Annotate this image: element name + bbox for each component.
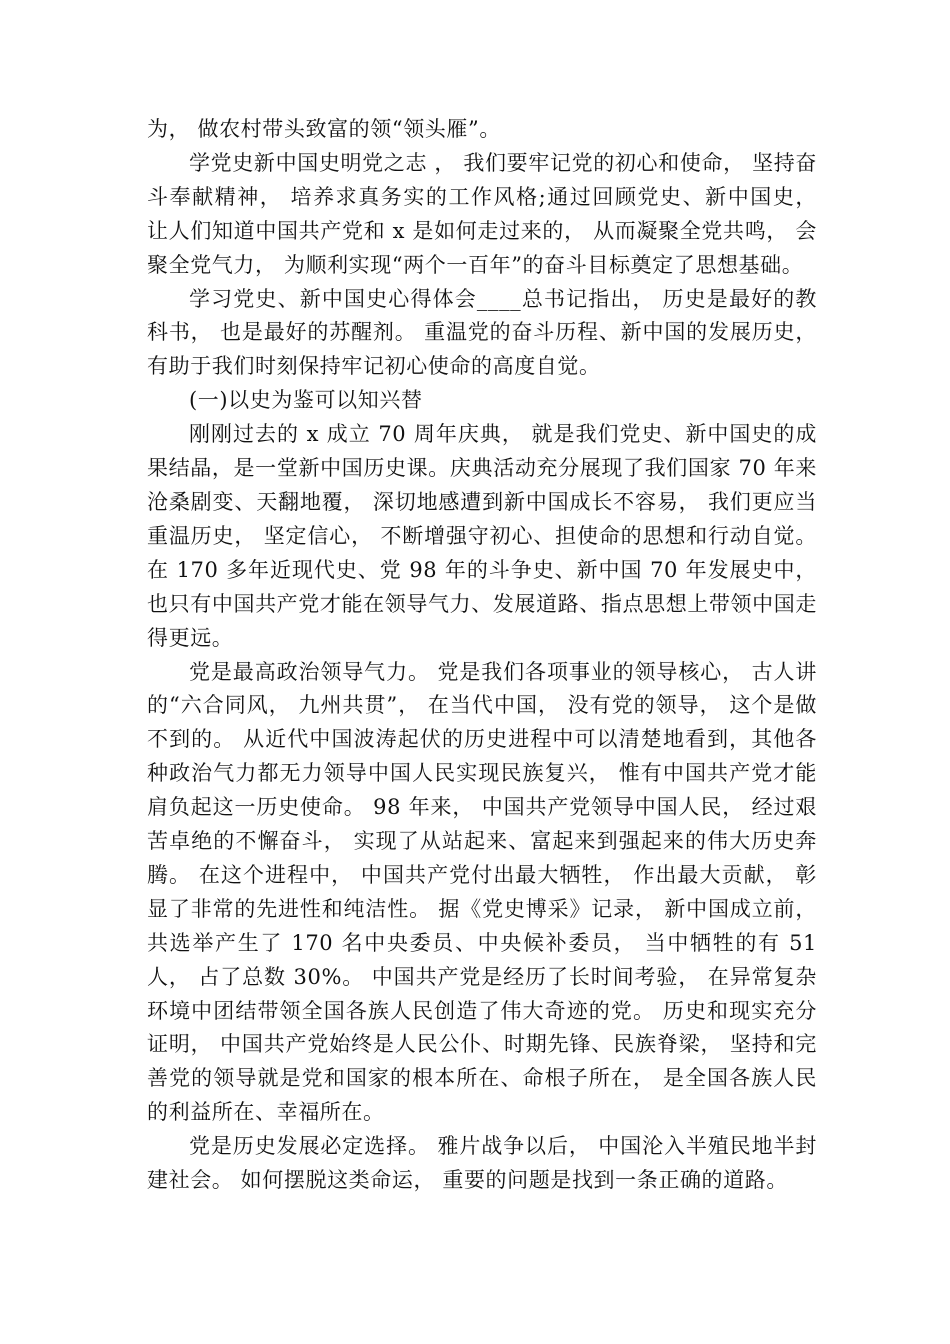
paragraph-6: 党是历史发展必定选择。 雅片战争以后， 中国沦入半殖民地半封建社会。 如何摆脱这类命运， 重要的问题是找到一条正确的道路。 [147, 1134, 817, 1193]
document-body [147, 113, 817, 1198]
paragraph-3: 学习党史、新中国史心得体会____总书记指出， 历史是最好的教科书， 也是最好的苏醒剂。 重温党的奋斗历程、新中国的发展历史， 有助于我们时刻保持牢记初心使命的高度自觉。 [147, 286, 817, 379]
paragraph-1: 为， 做农村带头致富的领“领头雁”。 [147, 117, 501, 141]
section-heading: (一)以史为鉴可以知兴替 [189, 388, 423, 413]
paragraph-2: 学党史新中国史明党之志 ， 我们要牢记党的初心和使命， 坚持奋斗奉献精神， 培养求真务实的工作风格;通过回顾党史、新中国史， 让人们知道中国共产党和 x 是如何走过来的， 从而凝聚全党共鸣， 会聚全党气力， 为顺利实现“两个一百年”的奋斗目标奠定了思想基础。 [147, 150, 817, 277]
paragraph-5: 党是最高政治领导气力。 党是我们各项事业的领导核心， 古人讲的“六合同风， 九州共贯”， 在当代中国， 没有党的领导， 这个是做不到的。 从近代中国波涛起伏的历史进程中可以清楚地看到，其他各种政治气力都无力领导中国人民实现民族复兴， 惟有中国共产党才能肩负起这一历史使命。 98 年来， 中国共产党领导中国人民， 经过艰苦卓绝的不懈奋斗， 实现了从站起来、富起来到强起来的伟大历史奔腾。 在这个进程中， 中国共产党付出最大牺牲， 作出最大贡献， 彰显了非常的先进性和纯洁性。 据《党史博采》记录， 新中国成立前， 共选举产生了 170 名中央委员、中央候补委员， 当中牺牲的有 51 人， 占了总数 30%。 中国共产党是经历了长时间考验， 在异常复杂环境中团结带领全国各族人民创造了伟大奇迹的党。 历史和现实充分证明， 中国共产党始终是人民公仆、时期先锋、民族脊梁， 坚持和完善党的领导就是党和国家的根本所在、命根子所在， 是全国各族人民的利益所在、幸福所在。 [147, 659, 817, 1125]
paragraph-4: 刚刚过去的 x 成立 70 周年庆典， 就是我们党史、新中国史的成果结晶，是一堂新中国历史课。庆典活动充分展现了我们国家 70 年来沧桑剧变、天翻地覆， 深切地感遭到新中国成长不容易， 我们更应当重温历史， 坚定信心， 不断增强守初心、担使命的思想和行动自觉。 在 170 多年近现代史、党 98 年的斗争史、新中国 70 年发展史中， 也只有中国共产党才能在领导气力、发展道路、指点思想上带领中国走得更远。 [147, 422, 817, 650]
